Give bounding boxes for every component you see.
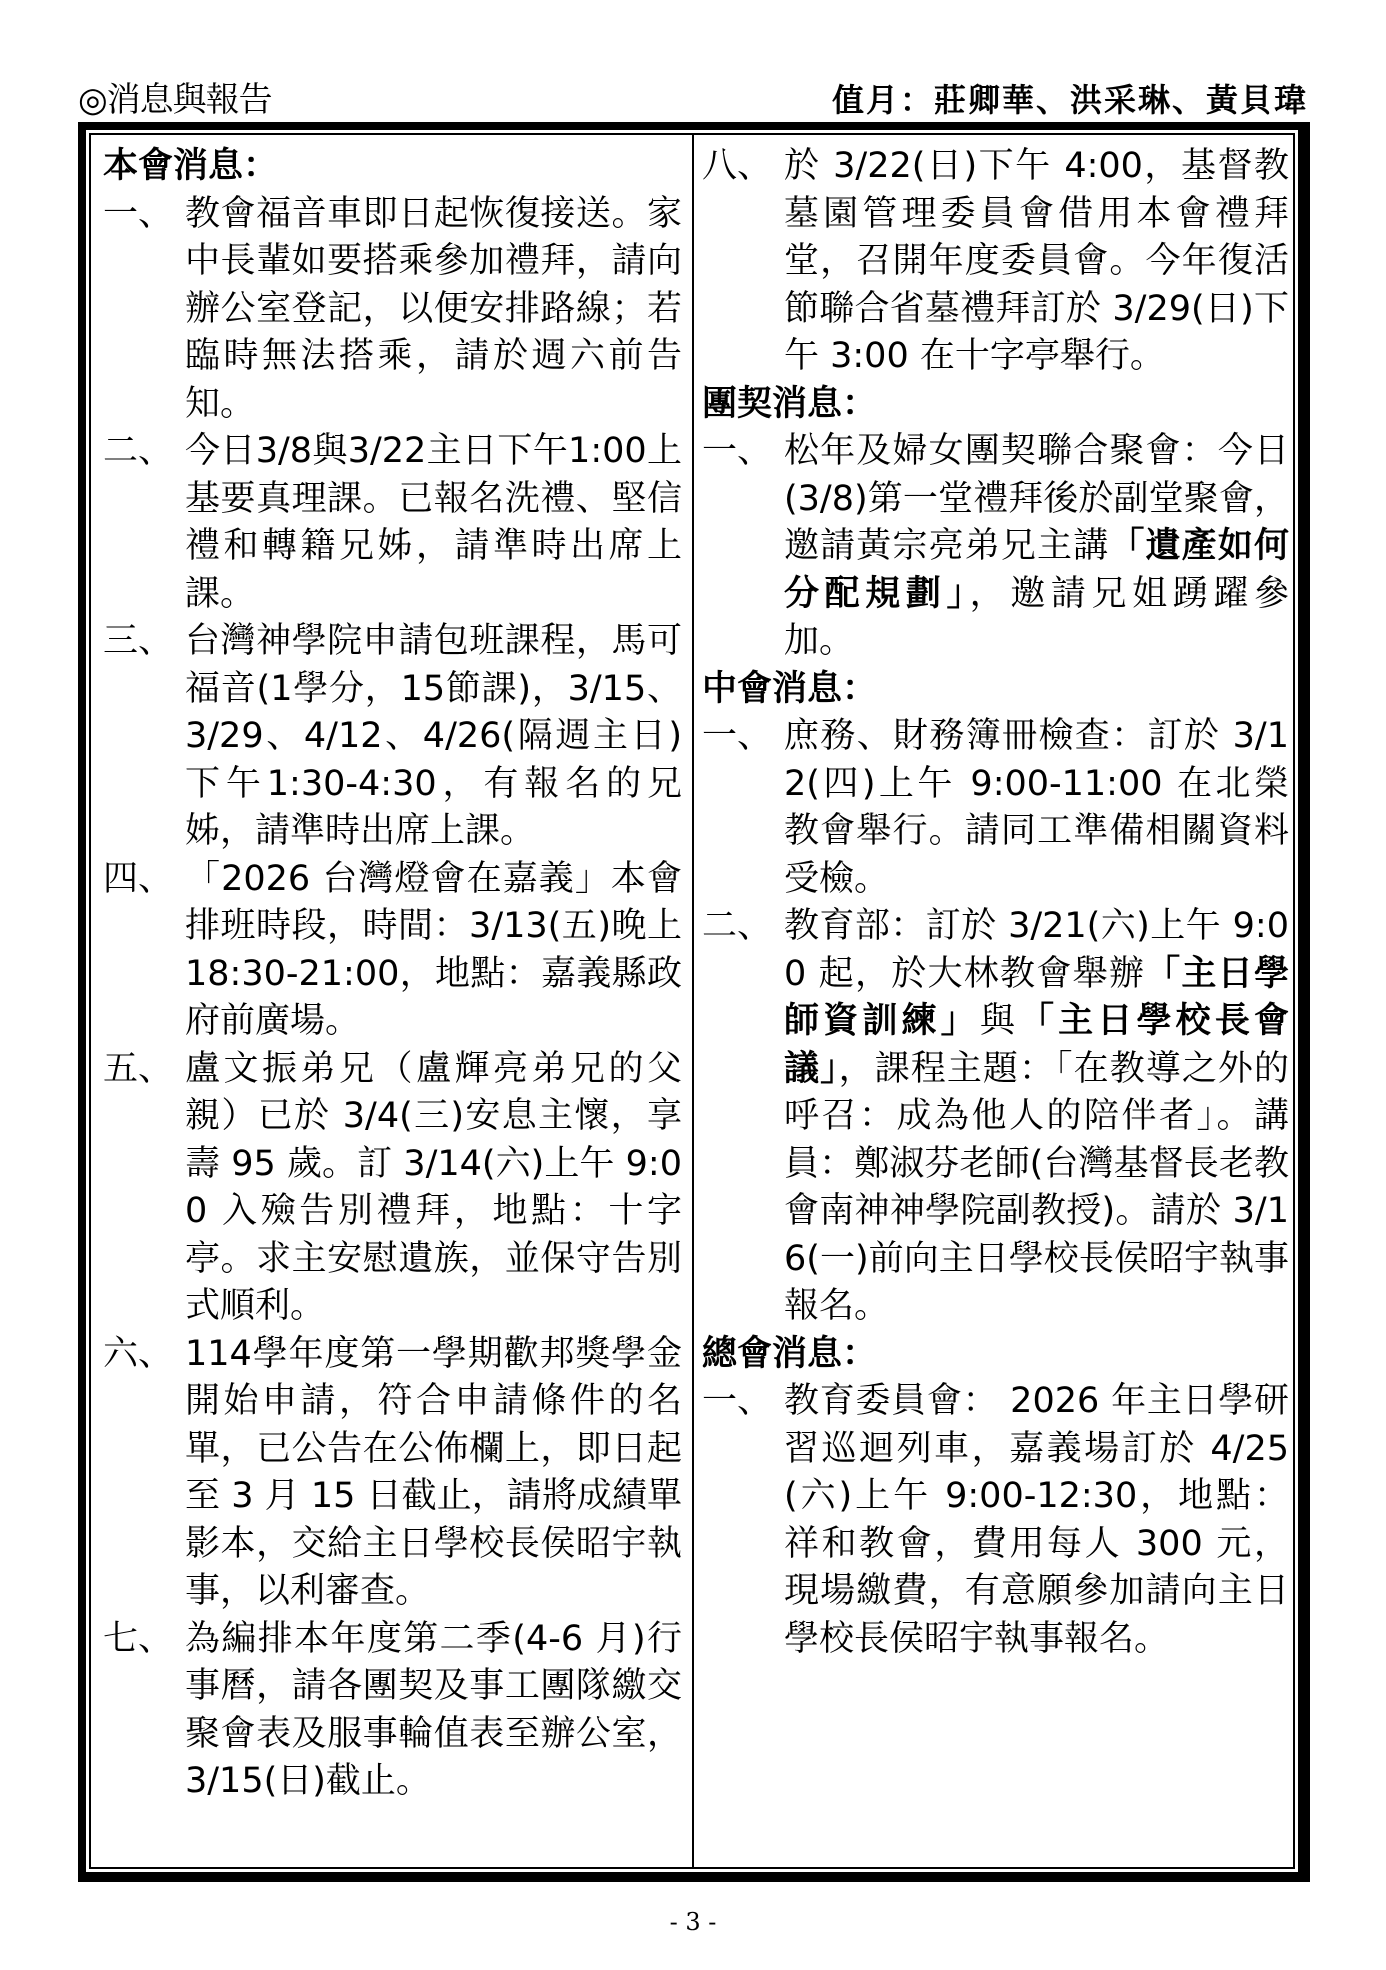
presbytery-news-item-1 <box>702 713 1289 903</box>
emphasized-event: 「主日學師資訓練」 <box>784 953 1289 1041</box>
item-number: 八、 <box>702 146 773 186</box>
church-news-item-7 <box>103 1616 682 1806</box>
item-number: 一、 <box>702 716 773 756</box>
item-text-part: 與 <box>979 1001 1019 1041</box>
church-news-title: 本會消息： <box>103 146 279 186</box>
church-news-item-4 <box>103 856 682 1046</box>
item-number: 二、 <box>103 431 174 471</box>
presbytery-news-item-2 <box>702 903 1289 1331</box>
item-number: 二、 <box>702 906 773 946</box>
church-news-item-6 <box>103 1331 682 1616</box>
item-number: 六、 <box>103 1333 174 1374</box>
section-heading: ◎消息與報告 <box>78 80 272 120</box>
general-assembly-news-item-1 <box>702 1378 1289 1663</box>
left-column <box>91 135 692 1867</box>
item-text <box>784 903 1289 1331</box>
general-assembly-news-title: 總會消息： <box>702 1333 878 1374</box>
item-text: 教會福音車即日起恢復接送。家中長輩如要搭乘參加禮拜，請向辦公室登記，以便安排路線；若臨時無法搭乘，請於週六前告知。 <box>185 193 682 424</box>
item-text: 於 3/22(日)下午 4:00，基督教墓園管理委員會借用本會禮拜堂，召開年度委員會。今年復活節聯合省墓禮拜訂於 3/29(日)下午 3:00 在十字亭舉行。 <box>784 146 1289 376</box>
page-number: - 3 - <box>669 1908 717 1936</box>
item-text: 114學年度第一學期歡邦獎學金開始申請，符合申請條件的名單，已公告在公佈欄上，即日起至 3 月 15 日截止，請將成績單影本，交給主日學校長侯昭宇執事，以利審查。 <box>185 1333 682 1611</box>
item-text-part: 教育部：訂於 3/21(六)上午 9:00 起，於大林教會舉辦 <box>784 906 1289 994</box>
item-number: 三、 <box>103 621 174 661</box>
item-text-part: ，邀請兄姐踴躍參加。 <box>784 573 1289 661</box>
church-news-item-8 <box>702 143 1289 381</box>
presbytery-news-title: 中會消息： <box>702 668 878 709</box>
page-header <box>78 80 1308 124</box>
item-number: 五、 <box>103 1048 174 1089</box>
item-text: 教育委員會： 2026 年主日學研習巡迴列車，嘉義場訂於 4/25(六)上午 9:00-12:30，地點：祥和教會，費用每人 300 元，現場繳費，有意願參加請向主日學校長侯昭宇執事報名。 <box>784 1381 1289 1659</box>
church-news-item-3 <box>103 618 682 856</box>
item-text: 「2026 台灣燈會在嘉義」本會排班時段，時間：3/13(五)晚上 18:30-21:00，地點：嘉義縣政府前廣場。 <box>185 858 682 1041</box>
item-text <box>784 428 1289 666</box>
content-frame <box>78 122 1310 1882</box>
church-news-item-1 <box>103 191 682 429</box>
item-number: 七、 <box>103 1618 174 1659</box>
item-text: 台灣神學院申請包班課程，馬可福音(1學分，15節課)，3/15、3/29、4/12、4/26(隔週主日)下午1:30-4:30，有報名的兄姊，請準時出席上課。 <box>185 621 682 851</box>
item-text-part: 松年及婦女團契聯合聚會：今日(3/8)第一堂禮拜後於副堂聚會，邀請黃宗亮弟兄主講 <box>784 431 1289 566</box>
item-text-part: ，課程主題：「在教導之外的呼召：成為他人的陪伴者」。講員：鄭淑芬老師(台灣基督長老教會南神神學院副教授)。請於 3/16(一)前向主日學校長侯昭宇執事報名。 <box>784 1048 1289 1326</box>
emphasized-event: 「主日學校長會議」 <box>784 1001 1289 1089</box>
item-text: 庶務、財務簿冊檢查：訂於 3/12(四)上午 9:00-11:00 在北榮教會舉行。請同工準備相關資料受檢。 <box>784 716 1289 899</box>
content-frame-inner <box>89 133 1295 1869</box>
item-number: 一、 <box>702 1381 773 1421</box>
church-news-item-2 <box>103 428 682 618</box>
item-number: 一、 <box>702 431 773 471</box>
item-text: 盧文振弟兄（盧輝亮弟兄的父親）已於 3/4(三)安息主懷，享壽 95 歲。訂 3/14(六)上午 9:00 入殮告別禮拜，地點：十字亭。求主安慰遺族，並保守告別式順利。 <box>185 1048 682 1326</box>
emphasized-topic: 「遺產如何分配規劃」 <box>784 526 1289 614</box>
item-number: 四、 <box>103 858 174 899</box>
item-text: 為編排本年度第二季(4-6 月)行事曆，請各團契及事工團隊繳交聚會表及服事輪值表至辦公室，3/15(日)截止。 <box>185 1618 682 1801</box>
item-text: 今日3/8與3/22主日下午1:00上基要真理課。已報名洗禮、堅信禮和轉籍兄姊，請準時出席上課。 <box>185 431 682 614</box>
fellowship-news-title: 團契消息： <box>702 383 878 424</box>
right-column <box>694 135 1299 1867</box>
item-number: 一、 <box>103 193 174 234</box>
fellowship-news-item-1 <box>702 428 1289 666</box>
church-news-item-5 <box>103 1046 682 1331</box>
duty-roster: 值月：莊卿華、洪采琳、黃貝瑋 <box>831 81 1308 119</box>
